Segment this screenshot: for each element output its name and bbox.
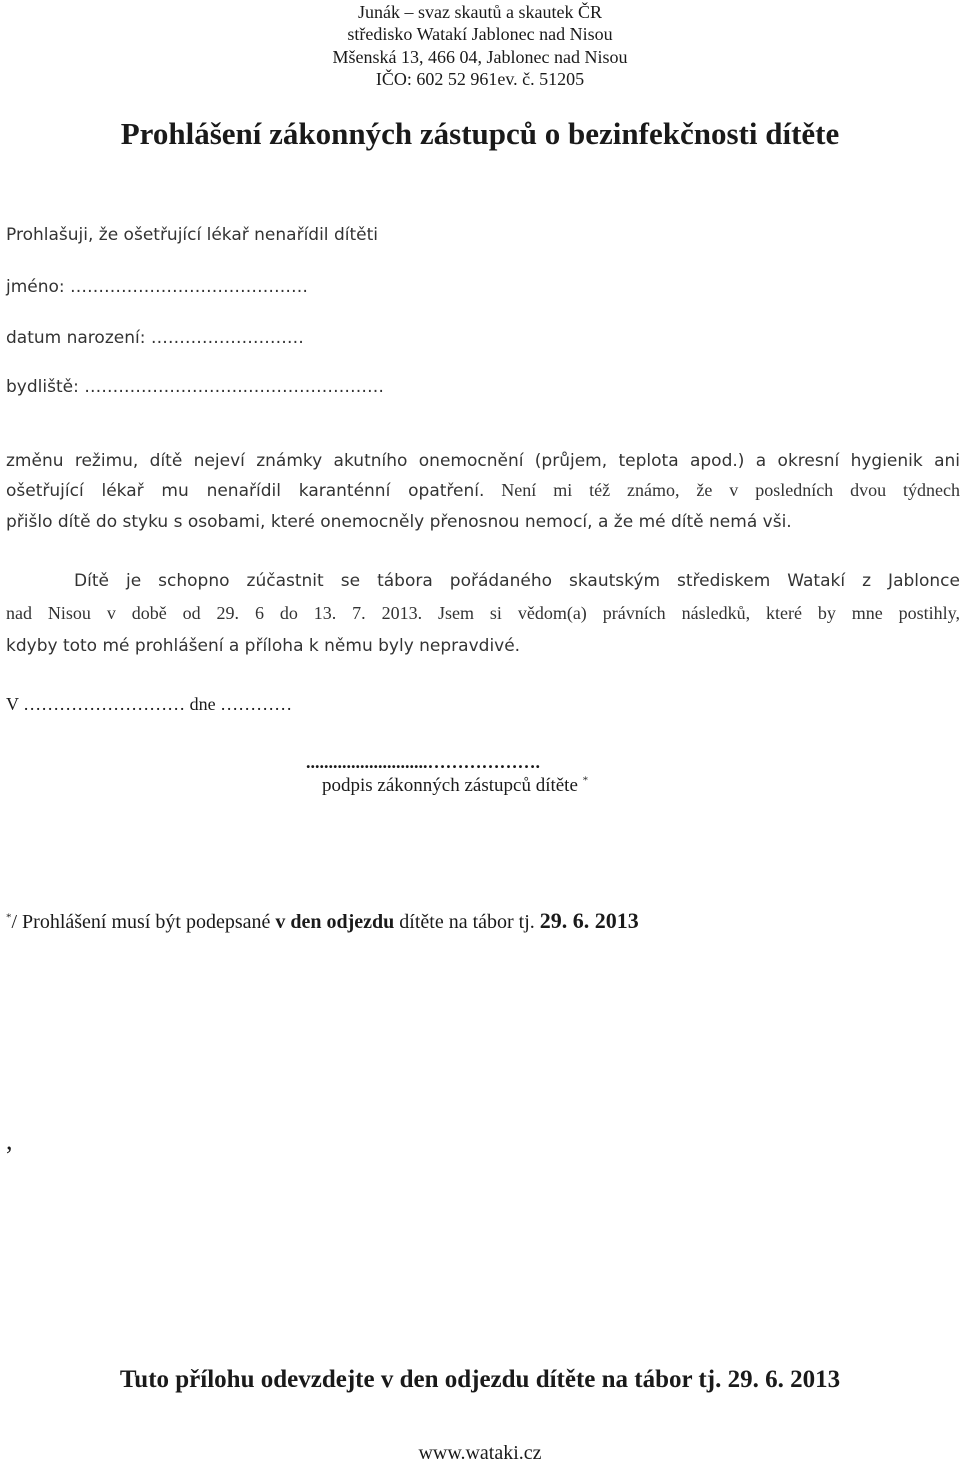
residence-field: bydliště: ………………………..…………………… [6, 377, 385, 397]
footnote-emphasis: v den odjezdu [275, 911, 395, 933]
participation-line-1: Dítě je schopno zúčastnit se tábora pořádaného skautským střediskem Watakí z Jablonce [74, 571, 960, 591]
signature-label [322, 775, 588, 797]
header-center-name: středisko Watakí Jablonec nad Nisou [347, 24, 613, 44]
footer-website: www.wataki.cz [418, 1442, 542, 1464]
header-org-name: Junák – svaz skautů a skautek ČR [358, 2, 602, 22]
birthdate-field: datum narození: ……………………… [6, 328, 304, 348]
name-field: jméno: …………………………………… [6, 277, 309, 297]
participation-line-2 [6, 603, 960, 624]
footnote-date: 29. 6. 2013 [539, 908, 639, 933]
footnote-mark: * [6, 911, 12, 924]
participation-line-2a: nad Nisou v době od 29. 6 do 13. 7. 2013. [6, 603, 423, 623]
stray-comma: , [6, 1126, 13, 1155]
bottom-instruction: Tuto přílohu odevzdejte v den odjezdu dítěte na tábor tj. 29. 6. 2013 [119, 1366, 841, 1393]
footnote [6, 908, 639, 934]
place-date-field: V ……………………… dne ………… [6, 694, 293, 714]
statement-line-1: změnu režimu, dítě nejeví známky akutního onemocnění (průjem, teplota apod.) a okresní hygienik ani [6, 451, 960, 471]
footnote-text-a: / Prohlášení musí být podepsané [11, 911, 276, 933]
header-address: Mšenská 13, 466 04, Jablonec nad Nisou [332, 47, 628, 67]
header-registration: IČO: 602 52 961ev. č. 51205 [375, 69, 585, 89]
participation-line-3: kdyby toto mé prohlášení a příloha k němu byly nepravdivé. [6, 636, 521, 656]
statement-line-2b: Není mi též známo, že v posledních dvou týdnech [484, 480, 960, 500]
participation-line-2b: Jsem si vědom(a) právních následků, které by mne postihly, [422, 603, 960, 623]
signature-line: ...........................………………. [306, 752, 540, 772]
footnote-text-b: dítěte na tábor tj. [394, 911, 540, 933]
signature-label-text: podpis zákonných zástupců dítěte [322, 775, 578, 796]
signature-footnote-mark: * [582, 774, 589, 787]
intro-statement: Prohlašuji, že ošetřující lékař nenařídil dítěti [6, 225, 378, 245]
document-title: Prohlášení zákonných zástupců o bezinfekčnosti dítěte [120, 116, 840, 151]
statement-line-2 [6, 480, 960, 501]
statement-line-3: přišlo dítě do styku s osobami, které onemocněly přenosnou nemocí, a že mé dítě nemá vši. [6, 512, 792, 532]
statement-line-2a: ošetřující lékař mu nenařídil karanténní opatření. [6, 481, 485, 501]
